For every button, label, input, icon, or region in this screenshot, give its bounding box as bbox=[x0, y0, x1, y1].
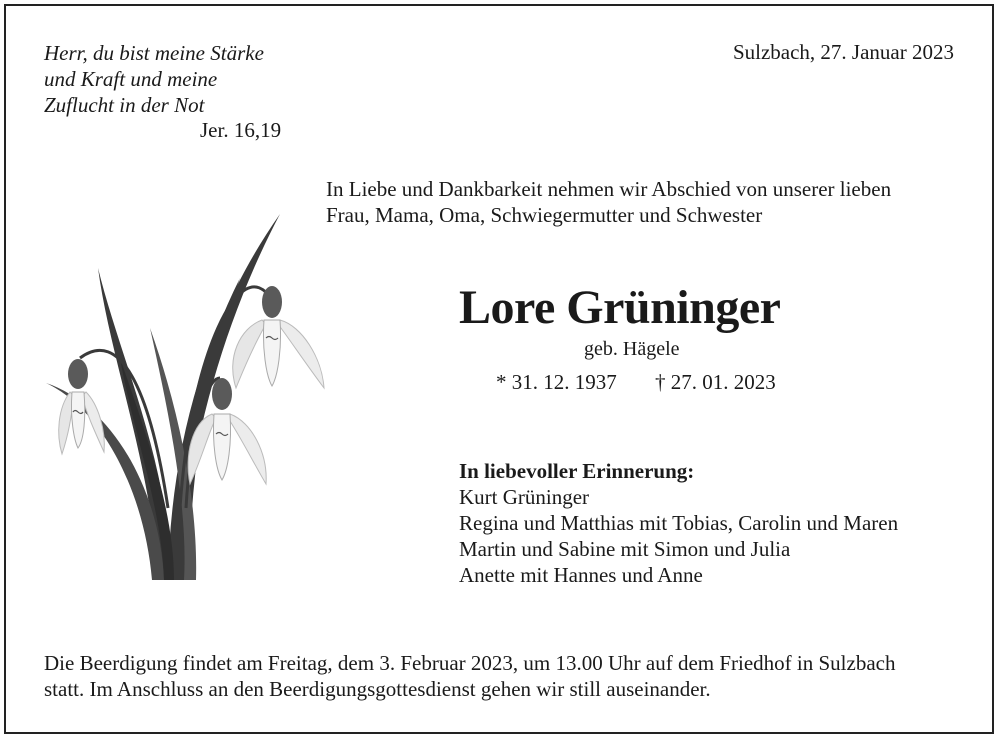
deceased-name: Lore Grüninger bbox=[459, 281, 781, 334]
intro-line: Frau, Mama, Oma, Schwiegermutter und Schwester bbox=[326, 203, 763, 227]
place-date: Sulzbach, 27. Januar 2023 bbox=[732, 40, 954, 64]
snowdrop-flowers-icon bbox=[40, 208, 340, 588]
funeral-info bbox=[44, 650, 895, 702]
verse-reference: Jer. 16,19 bbox=[200, 118, 282, 142]
mourners-block bbox=[459, 458, 898, 588]
snowdrop-right bbox=[233, 286, 324, 388]
funeral-line: Die Beerdigung findet am Freitag, dem 3. Februar 2023, um 13.00 Uhr auf dem Friedhof in Sulzbach bbox=[44, 651, 896, 675]
birth-date: * 31. 12. 1937 bbox=[496, 370, 617, 394]
funeral-line: statt. Im Anschluss an den Beerdigungsgottesdienst gehen wir still auseinander. bbox=[44, 677, 711, 701]
intro-line: In Liebe und Dankbarkeit nehmen wir Abschied von unserer lieben bbox=[326, 177, 892, 201]
verse-line: Zuflucht in der Not bbox=[44, 93, 205, 117]
mourners-heading: In liebevoller Erinnerung: bbox=[459, 459, 695, 483]
mourner-line: Kurt Grüninger bbox=[459, 485, 590, 509]
maiden-name: geb. Hägele bbox=[584, 338, 680, 360]
snowdrop-left bbox=[59, 359, 105, 454]
intro-text bbox=[326, 176, 891, 228]
verse-line: Herr, du bist meine Stärke bbox=[44, 41, 264, 65]
mourner-line: Anette mit Hannes und Anne bbox=[459, 563, 703, 587]
mourner-line: Regina und Matthias mit Tobias, Carolin und Maren bbox=[459, 511, 899, 535]
mourner-line: Martin und Sabine mit Simon und Julia bbox=[459, 537, 791, 561]
verse-line: und Kraft und meine bbox=[44, 67, 218, 91]
bible-verse bbox=[44, 40, 264, 118]
death-date: † 27. 01. 2023 bbox=[655, 370, 776, 394]
